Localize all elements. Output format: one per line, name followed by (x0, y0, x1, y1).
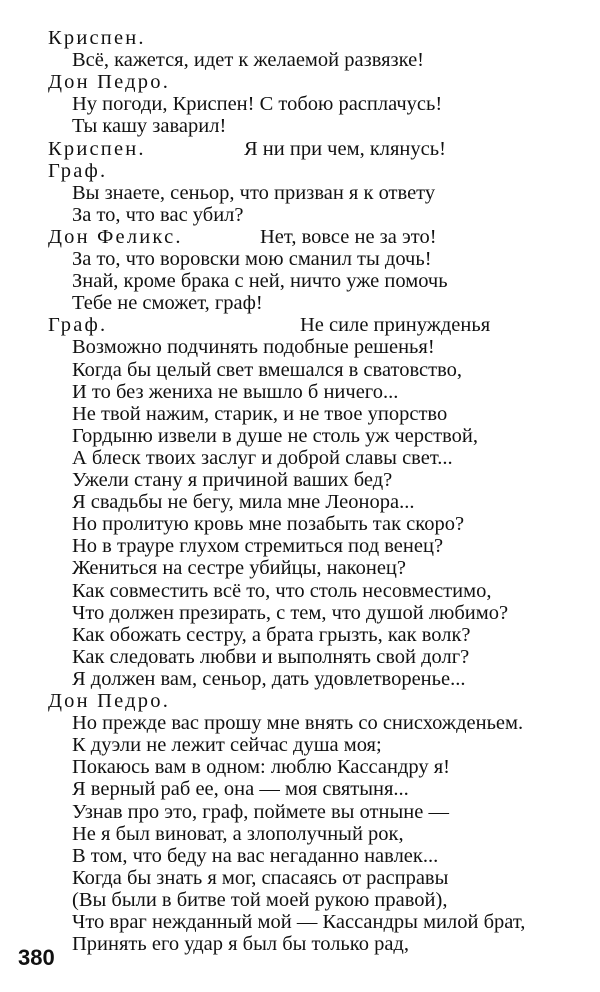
speaker-name: Криспен. (48, 137, 146, 160)
verse-line: Всё, кажется, идет к желаемой развязке! (72, 49, 425, 72)
page-number: 380 (18, 945, 55, 970)
verse-line: Но в трауре глухом стремиться под венец? (72, 535, 444, 558)
verse-line: Принять его удар я был бы только рад, (72, 933, 409, 956)
speaker-name: Граф. (48, 159, 108, 182)
verse-line: Узнав про это, граф, поймете вы отныне — (72, 800, 449, 823)
verse-line: Вы знаете, сеньор, что призван я к ответу (72, 181, 436, 204)
verse-line: Что враг нежданный мой — Кассандры милой брат, (72, 911, 526, 933)
verse-line: А блеск твоих заслуг и доброй славы свет... (72, 446, 453, 469)
verse-line: Как следовать любви и выполнять свой долг? (72, 645, 470, 668)
speaker-name: Криспен. (48, 27, 146, 49)
verse-line: Ну погоди, Криспен! С тобою расплачусь! (72, 93, 443, 116)
verse-line: Что должен презирать, с тем, что душой любимо? (72, 601, 509, 624)
verse-line: Я ни при чем, клянусь! (244, 137, 446, 160)
verse-line: Гордыню извели в душе не столь уж черствой, (72, 424, 478, 447)
verse-line: Но пролитую кровь мне позабыть так скоро? (72, 513, 465, 536)
verse-line: Когда бы целый свет вмешался в сватовство, (72, 358, 462, 381)
verse-line: Возможно подчинять подобные решенья! (72, 336, 435, 359)
verse-line: Не силе принужденья (300, 314, 491, 337)
verse-line: Ужели стану я причиной ваших бед? (72, 469, 393, 491)
verse-line: В том, что беду на вас негаданно навлек... (72, 844, 439, 867)
verse-line: К дуэли не лежит сейчас душа моя; (72, 734, 382, 757)
verse-line: Но прежде вас прошу мне внять со снисхожденьем. (72, 712, 524, 735)
verse-line: Я свадьбы не бегу, мила мне Леонора... (72, 491, 415, 514)
speaker-name: Дон Феликс. (48, 225, 183, 248)
verse-line: Жениться на сестре убийцы, наконец? (72, 557, 406, 580)
verse-line: Когда бы знать я мог, спасаясь от расправы (72, 866, 449, 889)
speaker-name: Граф. (48, 314, 108, 337)
verse-line: За то, что воровски мою сманил ты дочь! (72, 248, 432, 270)
verse-line: Знай, кроме брака с ней, ничто уже помочь (72, 270, 448, 293)
verse-line: Ты кашу заварил! (72, 115, 227, 138)
verse-line: Как совместить всё то, что столь несовместимо, (72, 579, 492, 602)
speaker-name: Дон Педро. (48, 71, 171, 94)
verse-line: Я верный раб ее, она — моя святыня... (72, 778, 409, 801)
verse-line: Я должен вам, сеньор, дать удовлетворенье... (72, 667, 466, 690)
verse-line: Покаюсь вам в одном: люблю Кассандру я! (72, 756, 451, 779)
verse-line: Не твой нажим, старик, и не твое упорство (72, 402, 448, 425)
verse-line: Тебе не сможет, граф! (72, 292, 263, 315)
verse-line: Как обожать сестру, а брата грызть, как волк? (72, 623, 471, 646)
verse-line: Нет, вовсе не за это! (260, 225, 437, 248)
verse-line: (Вы были в битве той моей рукою правой), (72, 888, 448, 911)
speaker-name: Дон Педро. (48, 690, 171, 712)
verse-line: Не я был виноват, а злополучный рок, (72, 822, 404, 845)
verse-line: За то, что вас убил? (72, 203, 244, 226)
verse-line: И то без жениха не вышло б ничего... (72, 380, 399, 403)
